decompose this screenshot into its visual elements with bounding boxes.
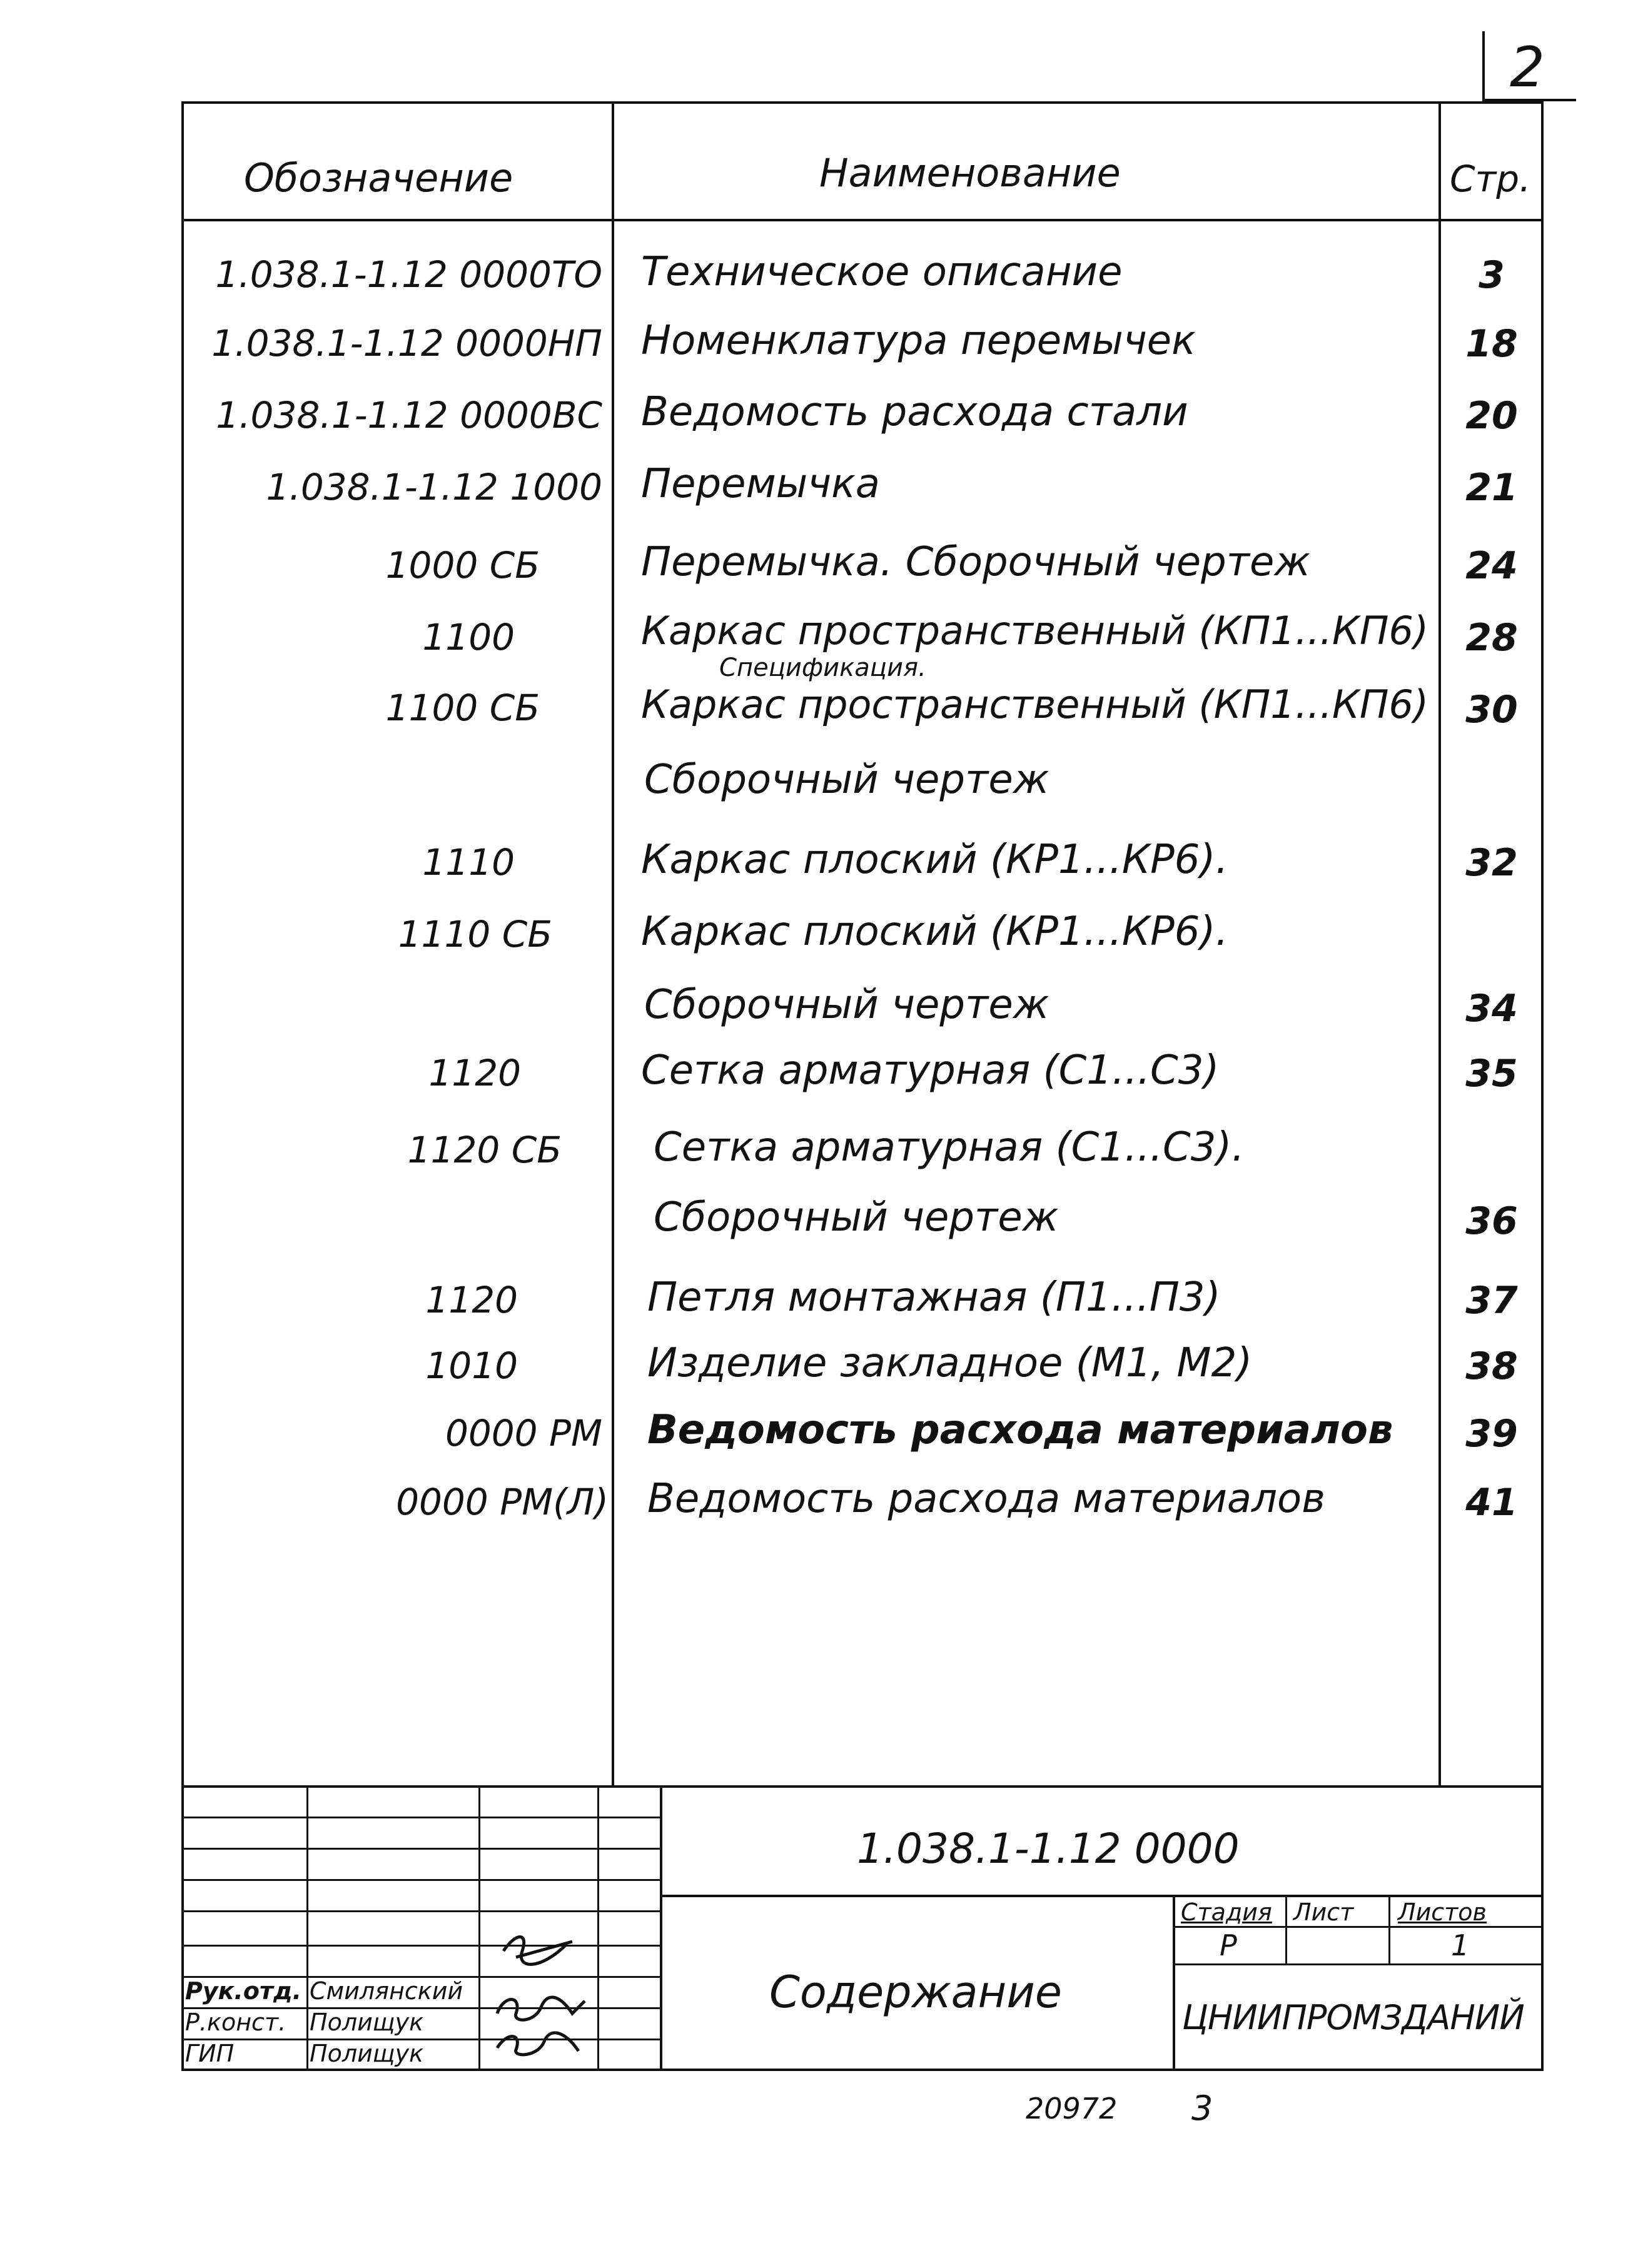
signature-role: ГИП [185, 2040, 235, 2067]
stage-value: Р [1220, 1928, 1237, 1962]
page-number: 3 [1191, 2089, 1213, 2128]
row-page: 30 [1465, 688, 1518, 732]
stage-row-1 [1173, 1926, 1544, 1928]
row-page: 20 [1465, 394, 1518, 438]
sheet-label: Лист [1293, 1898, 1354, 1926]
row-name: Сетка арматурная (С1...С3) [641, 1047, 1220, 1094]
row-name: Каркас плоский (КР1...КР6). [641, 909, 1228, 955]
row-name: Номенклатура перемычек [641, 318, 1196, 364]
row-name: Техническое описание [641, 249, 1123, 295]
row-code: 1.038.1-1.12 1000 [266, 466, 602, 508]
header-page: Стр. [1450, 158, 1531, 200]
row-page: 37 [1465, 1279, 1518, 1323]
signature-name: Полищук [310, 2040, 424, 2067]
row-page: 34 [1465, 987, 1518, 1031]
row-name: Петля монтажная (П1...П3) [647, 1274, 1221, 1321]
column-divider-1 [612, 101, 614, 1787]
row-code: 1.038.1-1.12 0000ВС [216, 394, 602, 436]
row-name: Ведомость расхода материалов [647, 1407, 1393, 1453]
signature-name: Полищук [310, 2008, 424, 2036]
sig-col-4 [660, 1785, 662, 2071]
row-page: 35 [1465, 1052, 1518, 1096]
sig-row [181, 1879, 660, 1881]
row-page: 38 [1465, 1344, 1518, 1388]
row-page: 21 [1465, 466, 1518, 510]
stage-divider-1 [1285, 1895, 1287, 1963]
signature-role: Р.конст. [185, 2008, 286, 2036]
row-name: Сборочный чертеж [644, 757, 1049, 803]
handwritten-signatures [478, 1907, 604, 2071]
row-name: Каркас пространственный (КП1...КП6) [641, 608, 1429, 653]
row-page: 24 [1465, 544, 1518, 588]
row-code: 1.038.1-1.12 0000ТО [215, 253, 602, 296]
document-title: Содержание [769, 1967, 1062, 2018]
header-designation: Обозначение [244, 155, 513, 201]
sig-row [181, 1848, 660, 1850]
row-name: Ведомость расхода материалов [647, 1476, 1325, 1522]
signature-role: Рук.отд. [185, 1977, 302, 2005]
row-code: 1100 СБ [385, 687, 540, 729]
row-code: 1000 СБ [385, 544, 540, 587]
row-name: Каркас плоский (КР1...КР6). [641, 837, 1228, 883]
row-code: 0000 РМ(Л) [396, 1481, 609, 1523]
row-name: Перемычка. Сборочный чертеж [641, 539, 1311, 585]
row-code: 1100 [422, 616, 515, 658]
stage-divider-2 [1388, 1895, 1390, 1963]
header-name: Наименование [819, 150, 1121, 196]
code-separator [660, 1895, 1544, 1897]
stage-row-2 [1173, 1963, 1544, 1965]
row-code: 1120 [425, 1279, 518, 1321]
stage-label: Стадия [1181, 1898, 1272, 1926]
row-code: 1110 [422, 841, 515, 884]
row-name: Перемычка [641, 461, 880, 507]
row-page: 36 [1465, 1199, 1518, 1243]
row-page: 28 [1465, 616, 1518, 660]
sheet-number: 2 [1510, 35, 1545, 99]
row-code: 1120 [428, 1052, 521, 1094]
header-separator [181, 219, 1544, 221]
sheets-value: 1 [1451, 1928, 1470, 1962]
organization: ЦНИИПРОМЗДАНИЙ [1182, 1998, 1524, 2037]
row-name: Сетка арматурная (С1...С3). [654, 1124, 1245, 1171]
row-name: Изделие закладное (М1, М2) [647, 1340, 1253, 1386]
document-code: 1.038.1-1.12 0000 [857, 1825, 1240, 1873]
row-code: 1110 СБ [398, 913, 552, 955]
signature-name: Смилянский [310, 1977, 463, 2005]
row-name: Сборочный чертеж [654, 1194, 1059, 1241]
row-page: 18 [1465, 322, 1518, 366]
title-divider [1173, 1895, 1175, 2071]
row-page: 41 [1465, 1481, 1518, 1525]
inventory-number: 20972 [1026, 2092, 1118, 2125]
title-block-top [181, 1785, 1544, 1788]
sheet-number-box [1482, 31, 1576, 101]
row-page: 39 [1465, 1412, 1518, 1456]
row-name-note: Спецификация. [719, 653, 926, 682]
row-page: 32 [1465, 841, 1518, 885]
row-code: 1010 [425, 1344, 518, 1387]
row-code: 0000 РМ [445, 1412, 602, 1454]
row-name: Каркас пространственный (КП1...КП6) [641, 682, 1429, 727]
row-name: Сборочный чертеж [644, 982, 1049, 1028]
sig-row [181, 1817, 660, 1818]
row-page: 3 [1479, 253, 1505, 297]
row-code: 1120 СБ [407, 1129, 562, 1171]
sig-col-1 [306, 1785, 308, 2071]
row-code: 1.038.1-1.12 0000НП [211, 322, 602, 365]
sheets-label: Листов [1398, 1898, 1487, 1926]
row-name: Ведомость расхода стали [641, 389, 1188, 435]
